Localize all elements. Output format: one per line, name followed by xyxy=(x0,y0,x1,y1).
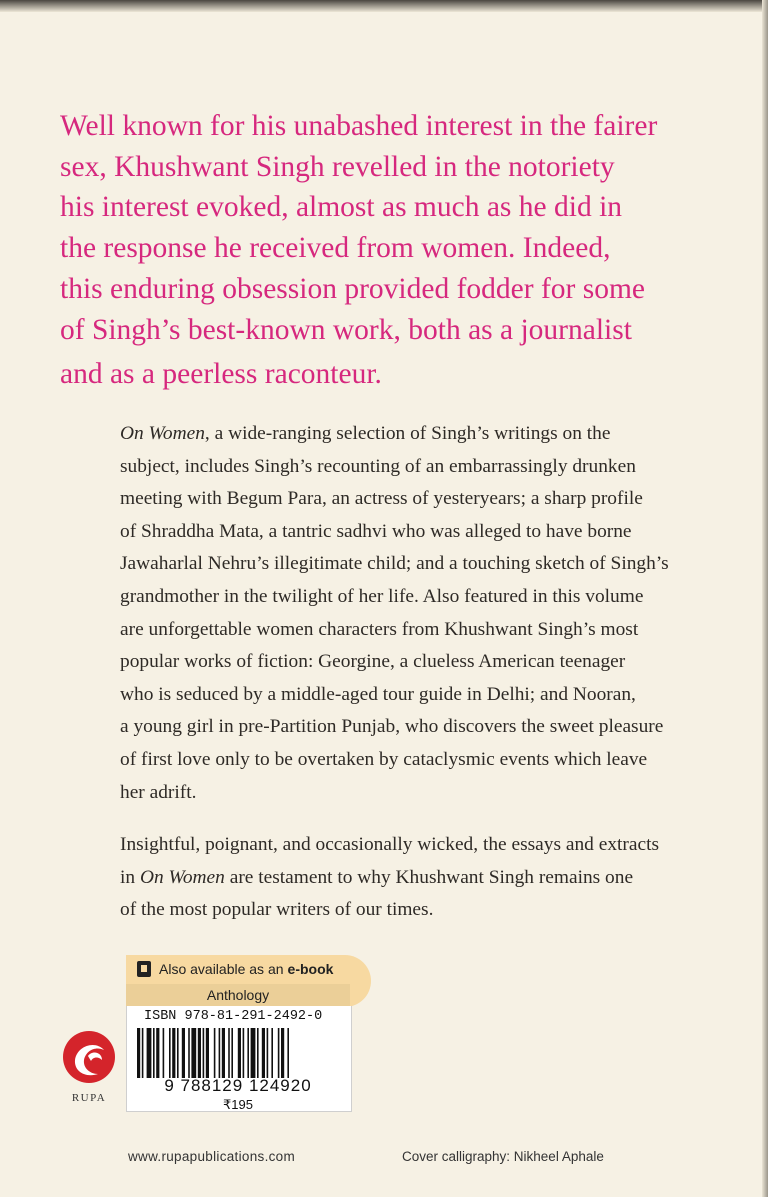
blurb-paragraph-1 xyxy=(120,418,740,809)
barcode-bar xyxy=(287,1028,289,1078)
publisher-website: www.rupapublications.com xyxy=(128,1149,296,1164)
pull-quote-line: his interest evoked, almost as much as he did in xyxy=(60,191,623,224)
blurb-line: are unforgettable women characters from Khushwant Singh’s most xyxy=(120,618,639,640)
barcode-bar xyxy=(188,1028,190,1078)
page-right-edge xyxy=(762,0,768,1197)
barcode-bar xyxy=(267,1028,269,1078)
barcode-bar xyxy=(281,1028,284,1078)
barcode-bar xyxy=(231,1028,233,1078)
pull-quote-line: the response he received from women. Indeed, xyxy=(60,232,611,265)
cover-credit: Cover calligraphy: Nikheel Aphale xyxy=(402,1149,604,1164)
blurb-line: who is seduced by a middle-aged tour guide in Delhi; and Nooran, xyxy=(120,683,636,705)
barcode-bar xyxy=(172,1028,175,1078)
barcode-bar xyxy=(203,1028,205,1078)
barcode-bar xyxy=(182,1028,185,1078)
pull-quote-line: of Singh’s best-known work, both as a journalist xyxy=(60,313,632,346)
barcode-bar xyxy=(198,1028,201,1078)
barcode-bar xyxy=(257,1028,259,1078)
barcode-digits: 9 788129 124920 xyxy=(164,1076,312,1095)
blurb-line: Jawaharlal Nehru’s illegitimate child; and a touching sketch of Singh’s xyxy=(120,553,669,575)
blurb-line xyxy=(120,862,740,895)
barcode-bar xyxy=(163,1028,165,1078)
barcode-bar xyxy=(278,1028,280,1078)
price-label: ₹195 xyxy=(223,1097,253,1112)
blurb-body xyxy=(120,418,740,927)
barcode-bar xyxy=(156,1028,159,1078)
category-label: Anthology xyxy=(126,984,350,1006)
barcode-bar xyxy=(137,1028,140,1078)
blurb-paragraph-2 xyxy=(120,829,740,927)
barcode-bar xyxy=(247,1028,249,1078)
blurb-line: a young girl in pre-Partition Punjab, who discovers the sweet pleasure xyxy=(120,716,664,738)
blurb-line: subject, includes Singh’s recounting of an embarrassingly drunken xyxy=(120,455,636,477)
pull-quote-line: sex, Khushwant Singh revelled in the notoriety xyxy=(60,150,615,183)
pull-quote-line: Well known for his unabashed interest in the fairer xyxy=(60,110,658,142)
barcode-bar xyxy=(142,1028,144,1078)
blurb-line: of the most popular writers of our times. xyxy=(120,899,434,921)
blurb-line: her adrift. xyxy=(120,781,197,803)
barcode-bar xyxy=(251,1028,256,1078)
ebook-device-icon xyxy=(137,961,151,977)
blurb-line: of first love only to be overtaken by cataclysmic events which leave xyxy=(120,748,648,770)
pull-quote-line: and as a peerless raconteur. xyxy=(60,358,382,391)
barcode-bar xyxy=(214,1028,216,1078)
blurb-line: meeting with Begum Para, an actress of yesteryears; a sharp profile xyxy=(120,488,643,510)
barcode-bar xyxy=(271,1028,273,1078)
ebook-notice-bold: e-book xyxy=(287,961,334,977)
blurb-line: grandmother in the twilight of her life. Also featured in this volume xyxy=(120,585,644,607)
book-title-italic: On Women xyxy=(120,423,205,444)
barcode-bar xyxy=(153,1028,155,1078)
book-title-italic: On Women xyxy=(139,866,225,888)
blurb-line xyxy=(120,418,740,451)
ebook-notice-text: Also available as an xyxy=(159,961,284,977)
barcode-bar xyxy=(262,1028,265,1078)
blurb-line-text: , a wide-ranging selection of Singh’s writings on the xyxy=(204,423,611,444)
barcode-bar xyxy=(219,1028,221,1078)
pull-quote xyxy=(60,106,740,395)
barcode-bar xyxy=(228,1028,230,1078)
barcode-image xyxy=(137,1028,347,1078)
barcode-bar xyxy=(169,1028,171,1078)
blurb-line: popular works of fiction: Georgine, a clueless American teenager xyxy=(120,651,626,673)
barcode-bar xyxy=(206,1028,209,1078)
barcode-bar xyxy=(222,1028,225,1078)
barcode-bar xyxy=(191,1028,196,1078)
publisher-name: RUPA xyxy=(71,1092,107,1104)
blurb-line: Insightful, poignant, and occasionally wicked, the essays and extracts xyxy=(120,834,660,856)
ebook-notice xyxy=(137,958,333,980)
barcode-bar xyxy=(238,1028,241,1078)
barcode-bar xyxy=(147,1028,152,1078)
barcode-bar xyxy=(177,1028,179,1078)
blurb-line: of Shraddha Mata, a tantric sadhvi who was alleged to have borne xyxy=(120,520,632,542)
blurb-line-text: are testament to why Khushwant Singh remains one xyxy=(224,866,634,888)
pull-quote-line: this enduring obsession provided fodder for some xyxy=(60,272,645,305)
rupa-logo-icon xyxy=(62,1030,116,1084)
blurb-line-text: in xyxy=(120,866,140,888)
barcode-bar xyxy=(243,1028,245,1078)
page-top-edge xyxy=(0,0,768,12)
isbn-text: ISBN 978-81-291-2492-0 xyxy=(144,1009,323,1024)
